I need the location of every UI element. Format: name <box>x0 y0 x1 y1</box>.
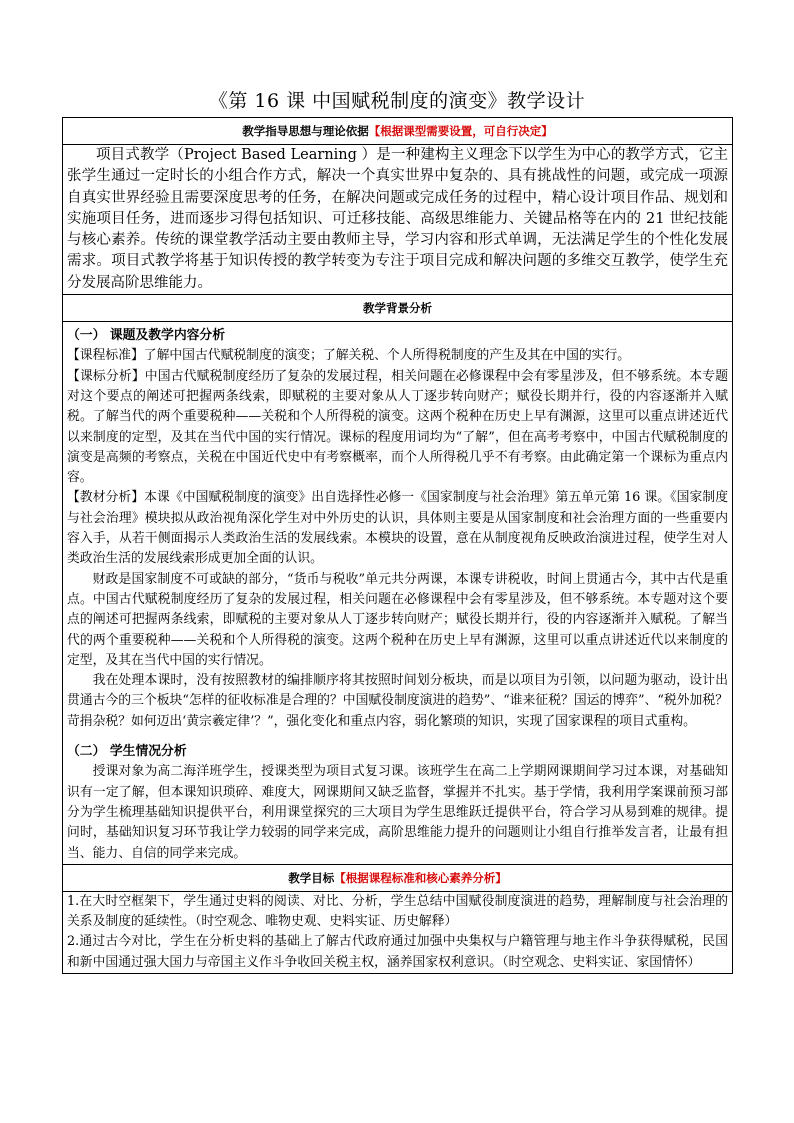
subheading-topic-analysis: （一） 课题及教学内容分析 <box>67 328 226 344</box>
section-heading: 教学背景分析 <box>363 301 432 316</box>
section-heading: 教学指导思想与理论依据 <box>242 124 369 138</box>
lesson-design-table <box>62 117 733 974</box>
section-header-guiding-ideas <box>63 118 733 145</box>
paragraph: 项目式教学（Project Based Learning ）是一种建构主义理念下以学生为中心的教学方式，它主张学生通过一定时长的小组合作方式，解决一个真实世界中复杂的、具有挑战性的问题，或完成一项源自真实世界经验且需要深度思考的任务，在解决问题或完成任务的过程中，精心设计项目作品、规划和实施项目任务，进而逐步习得包括知识、可迁移技能、高级思维能力、关键品格等在内的 21 世纪技能与核心素养。传统的课堂教学活动主要由教师主导，学习内容和形式单调，无法满足学生的个性化发展需求。项目式教学将基于知识传授的教学转变为专注于项目完成和解决问题的多维交互教学，使学生充分发展高阶思维能力。 <box>67 147 728 291</box>
section-heading: 教学目标 <box>288 870 335 885</box>
objectives-body <box>63 891 733 973</box>
objective-item: 1.在大时空框架下，学生通过史料的阅读、对比、分析，学生总结中国赋役制度演进的趋势，理解制度与社会治理的关系及制度的延续性。（时空观念、唯物史观、史料实证、历史解释） <box>67 893 728 930</box>
background-body <box>63 322 733 865</box>
document-title: 《第 16 课 中国赋税制度的演变》教学设计 <box>208 90 586 112</box>
paragraph-standard-analysis: 【课标分析】中国古代赋税制度经历了复杂的发展过程，相关问题在必修课程中会有零星涉及，但不够系统。本专题对这个要点的阐述可把握两条线索，即赋税的主要对象从人丁逐步转向财产；赋役长期并行，役的内容逐渐并入赋税。了解当代的两个重要税种——关税和个人所得税的演变。这两个税种在历史上早有渊源，这里可以重点讲述近代以来制度的定型，及其在当代中国的实行情况。课标的程度用词均为“了解”，但在高考考察中，中国古代赋税制度的演变是高频的考察点，关税在中国近代史中有考察概率，而个人所得税几乎不有考察。由此确定第一个课标为重点内容。 <box>67 368 728 486</box>
section-header-objectives <box>63 864 733 891</box>
subheading-student-analysis: （二） 学生情况分析 <box>67 744 187 760</box>
paragraph-student-analysis: 授课对象为高二海洋班学生，授课类型为项目式复习课。该班学生在高二上学期网课期间学习过本课，对基础知识有一定了解，但本课知识琐碎、难度大，网课期间又缺乏监督，掌握并不扎实。基于学情，我利用学案课前预习部分为学生梳理基础知识提供平台，利用课堂探究的三大项目为学生思维跃迁提供平台，符合学习从易到难的规律。提问时，基础知识复习环节我让学力较弱的同学来完成，高阶思维能力提升的问题则让小组自行推举发言者，让最有担当、能力、自信的同学来完成。 <box>67 764 728 861</box>
objective-item: 2.通过古今对比，学生在分析史料的基础上了解古代政府通过加强中央集权与户籍管理与地主作斗争获得赋税，民国和新中国通过强大国力与帝国主义作斗争收回关税主权，涵养国家权利意识。（时空观念、史料实证、家国情怀） <box>67 934 728 970</box>
guiding-ideas-body <box>63 145 733 295</box>
paragraph-textbook-analysis: 【教材分析】本课《中国赋税制度的演变》出自选择性必修一《国家制度与社会治理》第五单元第 16 课。《国家制度与社会治理》模块拟从政治视角深化学生对中外历史的认识，具体则主要是从国家制度和社会治理方面的一些重要内容入手，从若干侧面揭示人类政治生活的发展线索。本模块的设置，意在从制度视角反映政治演进过程，使学生对人类政治生活的发展线索形成更加全面的认识。 <box>67 490 728 567</box>
section-header-background <box>63 295 733 322</box>
paragraph-curriculum-standard: 【课程标准】了解中国古代赋税制度的演变；了解关税、个人所得税制度的产生及其在中国的实行。 <box>67 348 631 364</box>
paragraph: 我在处理本课时，没有按照教材的编排顺序将其按照时间划分板块，而是以项目为引领，以问题为驱动，设计出贯通古今的三个板块“怎样的征收标准是合理的？中国赋役制度演进的趋势”、“谁来征税？国运的博弈”、“税外加税？苛捐杂税？如何迈出‘黄宗羲定律’？”，强化变化和重点内容，弱化繁琐的知识，实现了国家课程的项目式重构。 <box>67 673 728 729</box>
paragraph: 财政是国家制度不可或缺的部分，“货币与税收”单元共分两课，本课专讲税收，时间上贯通古今，其中古代是重点。中国古代赋税制度经历了复杂的发展过程，相关问题在必修课程中会有零星涉及，但不够系统。本专题对这个要点的阐述可把握两条线索，即赋税的主要对象从人丁逐步转向财产；赋役长期并行，役的内容逐渐并入赋税。了解当代的两个重要税种——关税和个人所得税的演变。这两个税种在历史上早有渊源，这里可以重点讲述近代以来制度的定型，及其在当代中国的实行情况。 <box>67 571 728 668</box>
section-note: 【根据课程标准和核心素养分析】 <box>334 870 507 885</box>
section-note: 【根据课型需要设置，可自行决定】 <box>368 124 553 138</box>
